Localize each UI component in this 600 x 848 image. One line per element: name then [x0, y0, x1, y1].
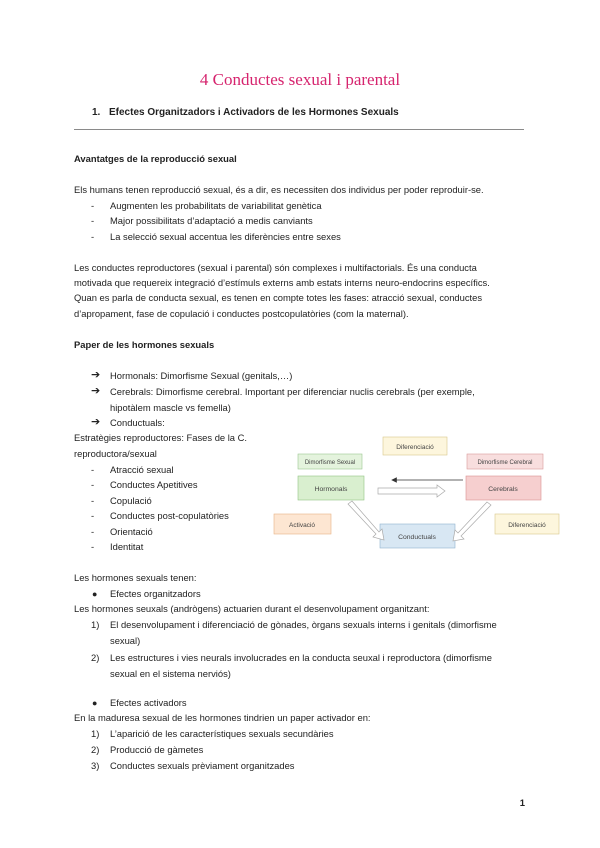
avantatges-intro: Els humans tenen reproducció sexual, és a dir, es necessiten dos individus per poder reproduir-se.	[74, 184, 484, 195]
page-number: 1	[519, 797, 525, 808]
list-item: La selecció sexual accentua les diferències entre sexes	[110, 231, 341, 242]
diagram-label: Dimorfisme Sexual	[304, 460, 356, 466]
section-title: Efectes Organitzadors i Activadors de les Hormones Sexuals	[109, 107, 399, 118]
estrategies-heading: reproductora/sexual	[74, 448, 157, 459]
list-item: Copulació	[110, 495, 152, 506]
arrow-item: Cerebrals: Dimorfisme cerebral. Important per diferenciar nuclis cerebrals (per exemple,	[110, 386, 475, 397]
arrow-bullet-icon: ➔	[91, 369, 101, 381]
list-item: Augmenten les probabilitats de variabilitat genètica	[110, 200, 322, 211]
numbered-marker: 1)	[91, 728, 100, 739]
dash-bullet: -	[91, 510, 95, 521]
dash-bullet: -	[91, 526, 95, 537]
diagram-label: Diferenciació	[508, 522, 546, 529]
diagram-hollow-arrow	[453, 502, 491, 541]
dash-bullet: -	[91, 495, 95, 506]
list-item: Major possibilitats d’adaptació a medis canviants	[110, 215, 313, 226]
diagram-label: Hormonals	[314, 486, 348, 493]
activadors-label: Efectes activadors	[110, 697, 187, 708]
dash-bullet: -	[91, 200, 95, 211]
diagram-label: Diferenciació	[396, 444, 434, 451]
arrow-item: Hormonals: Dimorfisme Sexual (genitals,…)	[110, 370, 293, 381]
list-item: Orientació	[110, 526, 153, 537]
numbered-marker: 3)	[91, 760, 100, 771]
organitzadors-intro: Les hormones seuxals (andrògens) actuarien durant el desenvolupament organitzant:	[74, 603, 430, 614]
hormones-intro: Les hormones sexuals tenen:	[74, 572, 197, 583]
dash-bullet: -	[91, 479, 95, 490]
numbered-item-continuation: sexual en el sistema nerviós)	[110, 668, 231, 679]
page-title: 4 Conductes sexual i parental	[199, 70, 401, 89]
dash-bullet: -	[91, 464, 95, 475]
section-number: 1.	[92, 107, 101, 118]
diagram-hollow-arrow	[378, 485, 445, 497]
numbered-item: Producció de gàmetes	[110, 744, 204, 755]
diagram-label: Activació	[288, 522, 316, 529]
dash-bullet: -	[91, 231, 95, 242]
paragraph-line: Quan es parla de conducta sexual, es tenen en compte totes les fases: atracció sexual, conductes	[74, 292, 483, 303]
numbered-item-continuation: sexual)	[110, 635, 141, 646]
list-item: Conductes post-copulatòries	[110, 510, 229, 521]
avantatges-heading: Avantatges de la reproducció sexual	[74, 153, 237, 164]
diagram-label: Dimorfisme Cerebral	[477, 460, 533, 466]
activadors-intro: En la maduresa sexual de les hormones tindrien un paper activador en:	[74, 712, 371, 723]
numbered-item: Conductes sexuals prèviament organitzades	[110, 760, 295, 771]
diagram-hollow-arrow	[348, 501, 384, 540]
paper-heading: Paper de les hormones sexuals	[74, 339, 215, 350]
diagram-label: Conductuals	[398, 534, 436, 541]
arrow-item-continuation: hipotàlem mascle vs femella)	[110, 402, 231, 413]
arrow-bullet-icon: ➔	[91, 385, 101, 397]
round-bullet: ●	[92, 589, 98, 599]
dash-bullet: -	[91, 541, 95, 552]
list-item: Conductes Apetitives	[110, 479, 198, 490]
numbered-marker: 2)	[91, 744, 100, 755]
arrow-item: Conductuals:	[110, 417, 165, 428]
organitzadors-label: Efectes organitzadors	[110, 588, 201, 599]
list-item: Identitat	[110, 541, 144, 552]
numbered-marker: 2)	[91, 652, 100, 663]
arrow-bullet-icon: ➔	[91, 416, 101, 428]
paragraph-line: motivada que requereix integració d’estímuls externs amb estats interns neuro-endocrins específics.	[74, 277, 490, 288]
round-bullet: ●	[92, 698, 98, 708]
paragraph-line: Les conductes reproductores (sexual i parental) són complexes i multifactorials. És una conducta	[74, 262, 477, 273]
diagram-label: Cerebrals	[488, 486, 518, 493]
list-item: Atracció sexual	[110, 464, 174, 475]
numbered-item: Les estructures i vies neurals involucrades en la conducta seuxal i reproductora (dimorfisme	[110, 652, 492, 663]
estrategies-heading: Estratègies reproductores: Fases de la C.	[74, 432, 247, 443]
numbered-item: L’aparició de les característiques sexuals secundàries	[110, 728, 334, 739]
numbered-item: El desenvolupament i diferenciació de gònades, òrgans sexuals interns i genitals (dimorfisme	[110, 619, 497, 630]
dash-bullet: -	[91, 215, 95, 226]
paragraph-line: d’apropament, fase de copulació i conductes postcopulatòries (com la maternal).	[74, 308, 409, 319]
numbered-marker: 1)	[91, 619, 100, 630]
